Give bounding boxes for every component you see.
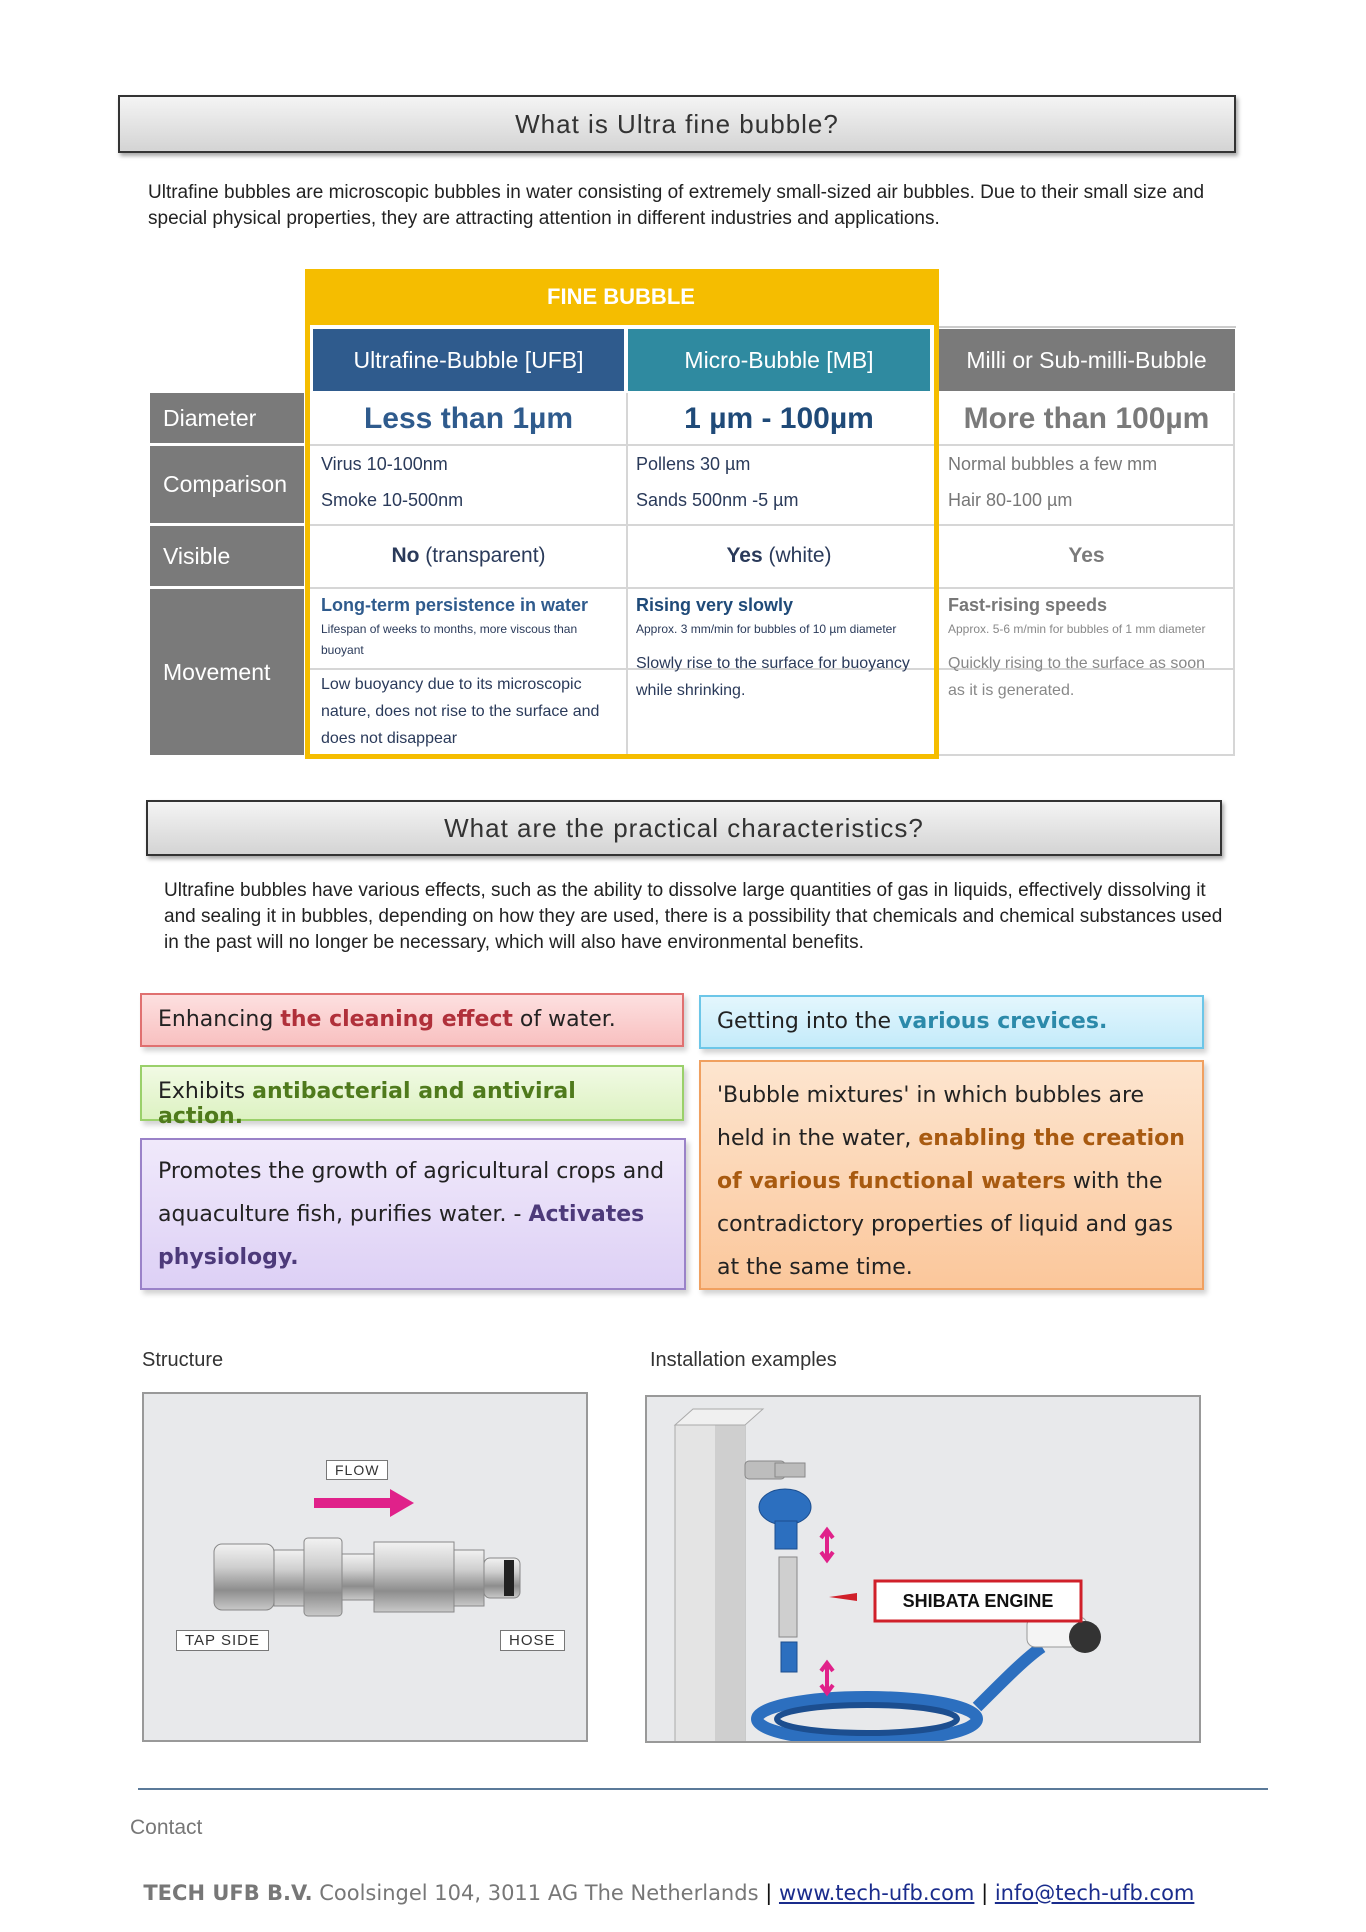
installation-image bbox=[645, 1395, 1201, 1743]
feature-growth-pre: Promotes the growth of agricultural crops and aquaculture fish, purifies water. - bbox=[158, 1159, 665, 1227]
feature-growth bbox=[140, 1138, 686, 1290]
col-header-milli: Milli or Sub-milli-Bubble bbox=[938, 329, 1235, 391]
hose-label: HOSE bbox=[500, 1630, 565, 1651]
visible-ufb bbox=[313, 526, 624, 586]
feature-growth-highlight: Activates physiology. bbox=[158, 1202, 645, 1270]
email-link[interactable]: info@tech-ufb.com bbox=[994, 1881, 1195, 1905]
movement-ufb-title: Long-term persistence in water bbox=[321, 595, 589, 615]
visible-mb-value: Yes bbox=[726, 544, 763, 567]
visible-milli bbox=[940, 526, 1233, 586]
connector-fitting-icon bbox=[204, 1524, 544, 1624]
row-header-visible: Visible bbox=[150, 526, 304, 586]
contact-separator-1: | bbox=[765, 1881, 773, 1905]
feature-crevices-pre: Getting into the bbox=[717, 1009, 899, 1034]
characteristics-paragraph: Ultrafine bubbles have various effects, such as the ability to dissolve large quantities of gas in liquids, effectively dissolving it and sealing it in bubbles, depending on how they are used, there is a possibility that chemicals and chemical substances used in the past will no longer be necessary, which will also have environmental benefits. bbox=[164, 880, 1223, 953]
movement-milli-note: Approx. 5-6 m/min for bubbles of 1 mm diameter bbox=[948, 622, 1206, 636]
footer-divider bbox=[138, 1788, 1268, 1790]
tap-side-label: TAP SIDE bbox=[176, 1630, 269, 1651]
feature-cleaning-highlight: the cleaning effect bbox=[280, 1007, 513, 1032]
visible-mb bbox=[628, 526, 930, 586]
contact-separator-2: | bbox=[981, 1881, 989, 1905]
comparison-ufb-1: Virus 10-100nm bbox=[321, 454, 448, 474]
flow-arrow-icon bbox=[304, 1486, 424, 1526]
contact-heading: Contact bbox=[130, 1816, 203, 1839]
comparison-ufb-2: Smoke 10-500nm bbox=[321, 490, 464, 510]
website-link[interactable]: www.tech-ufb.com bbox=[778, 1881, 975, 1905]
contact-address: Coolsingel 104, 3011 AG The Netherlands bbox=[312, 1881, 766, 1905]
diameter-mb: 1 µm - 100µm bbox=[684, 402, 874, 435]
movement-mb-note: Approx. 3 mm/min for bubbles of 10 µm diameter bbox=[636, 622, 897, 636]
diameter-milli: More than 100µm bbox=[963, 402, 1210, 435]
col-header-mb: Micro-Bubble [MB] bbox=[628, 329, 930, 391]
section-title-ufb: What is Ultra fine bubble? bbox=[118, 95, 1236, 153]
visible-milli-value: Yes bbox=[1068, 544, 1105, 567]
movement-mb bbox=[628, 589, 930, 754]
intro-paragraph: Ultrafine bubbles are microscopic bubbles in water consisting of extremely small-sized air bubbles. Due to their small size and special physical properties, they are attracting attention in different industries and applications. bbox=[148, 182, 1205, 229]
comparison-milli-1: Normal bubbles a few mm bbox=[948, 454, 1158, 474]
feature-cleaning bbox=[140, 993, 684, 1047]
comparison-ufb bbox=[313, 446, 624, 524]
movement-milli-title: Fast-rising speeds bbox=[948, 595, 1108, 615]
feature-cleaning-pre: Enhancing bbox=[158, 1007, 281, 1032]
feature-antibacterial-pre: Exhibits bbox=[158, 1079, 253, 1104]
movement-ufb bbox=[313, 589, 624, 754]
contact-company: TECH UFB B.V. bbox=[143, 1881, 313, 1905]
diameter-ufb: Less than 1µm bbox=[363, 402, 574, 435]
visible-ufb-note: (transparent) bbox=[419, 544, 546, 567]
installation-illustration bbox=[647, 1397, 1201, 1743]
feature-cleaning-post: of water. bbox=[512, 1007, 616, 1032]
comparison-mb-2: Sands 500nm -5 µm bbox=[636, 490, 799, 510]
contact-line bbox=[130, 1857, 1194, 1905]
feature-mixtures-pre: 'Bubble mixtures' in which bubbles are held in the water, bbox=[717, 1083, 1145, 1151]
visible-ufb-value: No bbox=[391, 544, 420, 567]
feature-antibacterial-highlight: antibacterial and antiviral action. bbox=[158, 1079, 576, 1129]
col-header-ufb: Ultrafine-Bubble [UFB] bbox=[313, 329, 624, 391]
movement-ufb-note: Lifespan of weeks to months, more viscous than buoyant bbox=[321, 622, 578, 657]
feature-antibacterial bbox=[140, 1065, 684, 1129]
movement-milli bbox=[940, 589, 1233, 754]
comparison-mb bbox=[628, 446, 930, 524]
comparison-milli bbox=[940, 446, 1233, 524]
row-header-diameter: Diameter bbox=[150, 393, 304, 443]
visible-mb-note: (white) bbox=[762, 544, 832, 567]
feature-mixtures-highlight: enabling the creation of various functional waters bbox=[717, 1126, 1185, 1194]
movement-milli-desc: Quickly rising to the surface as soon as it is generated. bbox=[948, 655, 1206, 699]
installation-caption: Installation examples bbox=[650, 1349, 837, 1371]
shibata-engine-label: SHIBATA ENGINE bbox=[902, 1590, 1054, 1611]
fine-bubble-header: FINE BUBBLE bbox=[305, 269, 937, 325]
row-header-movement: Movement bbox=[150, 589, 304, 755]
comparison-milli-2: Hair 80-100 µm bbox=[948, 490, 1073, 510]
feature-mixtures bbox=[699, 1060, 1204, 1290]
feature-crevices bbox=[699, 995, 1204, 1049]
row-header-comparison: Comparison bbox=[150, 446, 304, 523]
structure-image bbox=[142, 1392, 588, 1742]
movement-ufb-desc: Low buoyancy due to its microscopic nature, does not rise to the surface and does not disappear bbox=[321, 676, 600, 747]
structure-caption: Structure bbox=[142, 1349, 224, 1371]
section-title-characteristics: What are the practical characteristics? bbox=[146, 800, 1222, 856]
movement-mb-title: Rising very slowly bbox=[636, 595, 794, 615]
feature-mixtures-post: with the contradictory properties of liquid and gas at the same time. bbox=[717, 1169, 1173, 1280]
movement-mb-desc: Slowly rise to the surface for buoyancy while shrinking. bbox=[636, 655, 910, 699]
feature-crevices-highlight: various crevices. bbox=[898, 1009, 1108, 1034]
comparison-mb-1: Pollens 30 µm bbox=[636, 454, 751, 474]
flow-label: FLOW bbox=[326, 1460, 388, 1480]
